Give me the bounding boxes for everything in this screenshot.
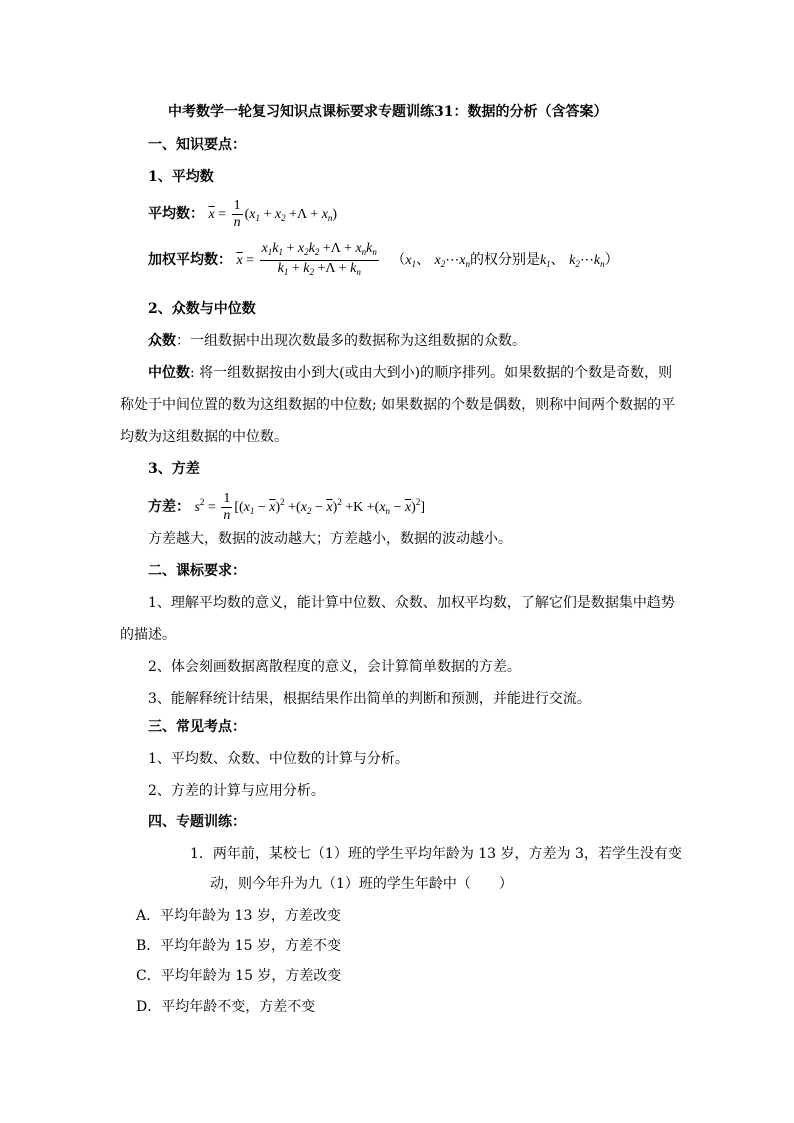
mean-formula: $\overline{x}$ = $\frac{1}{n}$ $(x_1 + x_2 +\Lambda + x_n)$ — [208, 198, 338, 231]
question-1-line2: 动，则今年升为九（1）班的学生年龄中（ ） — [210, 876, 513, 892]
mean-label: 平均数： — [148, 206, 204, 222]
page-title: 中考数学一轮复习知识点课标要求专题训练31：数据的分析（含答案） — [168, 104, 608, 120]
curriculum-item-1: 1、理解平均数的意义，能计算中位数、众数、加权平均数，了解它们是数据集中趋势 — [148, 595, 675, 611]
variance-note: 方差越大，数据的波动越大；方差越小，数据的波动越小。 — [148, 531, 512, 547]
mean-formula-line — [148, 194, 337, 234]
median-text-1: : 将一组数据按由小到大(或由大到小)的顺序排列。如果数据的个数是奇数，则 — [190, 365, 673, 381]
median-label: 中位数 — [148, 365, 190, 381]
median-definition-line3: 均数为这组数据的中位数。 — [120, 429, 288, 445]
weighted-mean-label: 加权平均数： — [148, 252, 232, 268]
subheading-mode-median: 2、众数与中位数 — [148, 301, 256, 317]
mode-text: ：一组数据中出现次数最多的数据称为这组数据的众数。 — [176, 333, 526, 349]
weighted-mean-formula: $\overline{x}$ = $\frac{x_1k_1 + x_2k_2 +\Lambda + x_nk_n}{k_1 + k_2 +\Lambda + k_n}$ — [236, 241, 377, 278]
curriculum-item-2: 2、体会刻画数据离散程度的意义，会计算简单数据的方差。 — [148, 659, 521, 675]
question-1-option-a: A．平均年龄为 13 岁，方差改变 — [136, 908, 341, 924]
question-1-line1: 1．两年前，某校七（1）班的学生平均年龄为 13 岁，方差为 3，若学生没有变 — [190, 846, 682, 862]
common-point-2: 2、方差的计算与应用分析。 — [148, 783, 325, 799]
mode-definition — [148, 332, 526, 350]
mode-label: 众数 — [148, 333, 176, 349]
question-1-option-b: B．平均年龄为 15 岁，方差不变 — [136, 938, 342, 954]
variance-formula: $s^2$ = $\frac{1}{n}$ $[(x_1 - \overline{x})^2 +(x_2 - \overline{x})^2 +K +(x_n - \overline{x})^2]$ — [194, 491, 425, 524]
common-point-1: 1、平均数、众数、中位数的计算与分析。 — [148, 751, 409, 767]
question-1-option-d: D．平均年龄不变，方差不变 — [136, 999, 316, 1015]
section-heading-knowledge: 一、知识要点： — [148, 137, 246, 153]
variance-formula-line — [148, 482, 425, 522]
median-definition-line2: 称处于中间位置的数为这组数据的中位数; 如果数据的个数是偶数，则称中间两个数据的平 — [120, 397, 676, 413]
section-heading-common-points: 三、常见考点： — [148, 719, 246, 735]
section-heading-training: 四、专题训练： — [148, 814, 246, 830]
subheading-variance: 3、方差 — [148, 461, 200, 477]
curriculum-item-1-cont: 的描述。 — [120, 627, 176, 643]
median-definition-line1 — [148, 364, 672, 382]
section-heading-curriculum: 二、课标要求： — [148, 563, 246, 579]
weighted-mean-note: （$x_1$、 $x_2\cdots x_n$的权分别是$k_1$、 $k_2\cdots k_n$） — [391, 252, 619, 269]
question-1-option-c: C．平均年龄为 15 岁，方差改变 — [136, 968, 342, 984]
variance-label: 方差： — [148, 499, 190, 515]
weighted-mean-line — [148, 240, 619, 280]
subheading-mean: 1、平均数 — [148, 169, 214, 185]
curriculum-item-3: 3、能解释统计结果，根据结果作出简单的判断和预测，并能进行交流。 — [148, 691, 591, 707]
